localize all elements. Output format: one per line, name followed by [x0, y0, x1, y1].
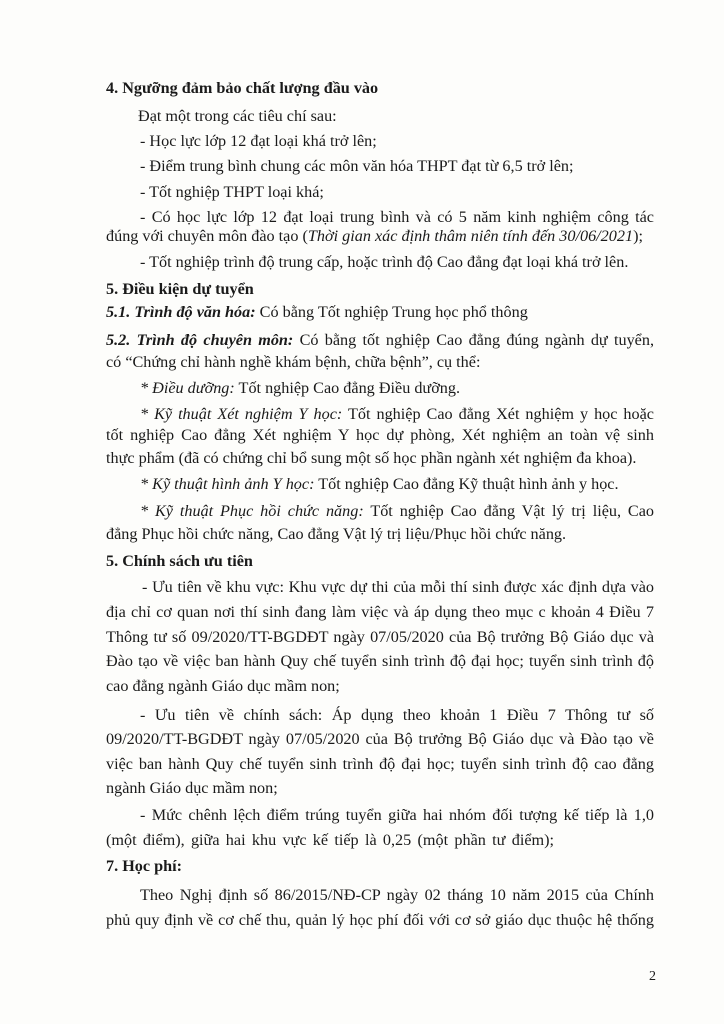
- list-item: - Có học lực lớp 12 đạt loại trung bình và có 5 năm kinh nghiệm công tác: [140, 208, 654, 226]
- paragraph-line: * Kỹ thuật Xét nghiệm Y học: Tốt nghiệp Cao đẳng Xét nghiệm y học hoặc: [140, 405, 654, 423]
- paragraph-line: (một điểm), giữa hai khu vực kế tiếp là 0,25 (một phần tư điểm);: [106, 831, 554, 849]
- section-heading: 7. Học phí:: [106, 857, 182, 875]
- paragraph-line: cao đẳng ngành Giáo dục mầm non;: [106, 677, 340, 695]
- paragraph-line: Đào tạo về việc ban hành Quy chế tuyển sinh trình độ đại học; tuyển sinh trình độ: [106, 652, 654, 670]
- paragraph-line: tốt nghiệp Cao đẳng Xét nghiệm Y học dự phòng, Xét nghiệm an toàn vệ sinh: [106, 426, 654, 444]
- paragraph-line: phủ quy định về cơ chế thu, quản lý học phí đối với cơ sở giáo dục thuộc hệ thống: [106, 911, 654, 929]
- paragraph-line: * Kỹ thuật hình ảnh Y học: Tốt nghiệp Cao đẳng Kỹ thuật hình ảnh y học.: [140, 475, 619, 493]
- list-item: - Tốt nghiệp THPT loại khá;: [140, 183, 324, 201]
- list-item: - Điểm trung bình chung các môn văn hóa THPT đạt từ 6,5 trở lên;: [140, 157, 574, 175]
- paragraph-line: * Kỹ thuật Phục hồi chức năng: Tốt nghiệp Cao đẳng Vật lý trị liệu, Cao: [140, 502, 654, 520]
- paragraph-line: - Ưu tiên về khu vực: Khu vực dự thi của mỗi thí sinh được xác định dựa vào: [142, 578, 654, 596]
- paragraph-line: 5.2. Trình độ chuyên môn: Có bằng tốt nghiệp Cao đẳng đúng ngành dự tuyển,: [106, 331, 654, 349]
- paragraph-line: Theo Nghị định số 86/2015/NĐ-CP ngày 02 tháng 10 năm 2015 của Chính: [140, 886, 654, 904]
- page-number: 2: [649, 969, 656, 984]
- paragraph-line: đẳng Phục hồi chức năng, Cao đẳng Vật lý trị liệu/Phục hồi chức năng.: [106, 525, 567, 543]
- section-heading: 5. Điều kiện dự tuyển: [106, 280, 254, 298]
- list-item-continuation: đúng với chuyên môn đào tạo (Thời gian xác định thâm niên tính đến 30/06/2021);: [106, 227, 643, 245]
- section-heading: 5. Chính sách ưu tiên: [106, 552, 253, 570]
- paragraph-line: 5.1. Trình độ văn hóa: Có bằng Tốt nghiệp Trung học phổ thông: [106, 303, 528, 321]
- section-heading: 4. Ngưỡng đảm bảo chất lượng đầu vào: [106, 79, 379, 97]
- paragraph-line: việc ban hành Quy chế tuyển sinh trình độ đại học; tuyển sinh trình độ cao đẳng: [106, 755, 654, 773]
- list-item: - Học lực lớp 12 đạt loại khá trở lên;: [140, 132, 377, 150]
- paragraph-line: Thông tư số 09/2020/TT-BGDĐT ngày 07/05/2020 của Bộ trưởng Bộ Giáo dục và: [106, 628, 654, 646]
- paragraph-line: thực phẩm (đã có chứng chỉ bổ sung một số học phần ngành xét nghiệm đa khoa).: [106, 449, 637, 467]
- paragraph-line: có “Chứng chỉ hành nghề khám bệnh, chữa bệnh”, cụ thể:: [106, 353, 481, 371]
- paragraph-line: * Điều dưỡng: Tốt nghiệp Cao đẳng Điều dưỡng.: [140, 379, 460, 397]
- paragraph-line: - Ưu tiên về chính sách: Áp dụng theo khoản 1 Điều 7 Thông tư số: [140, 706, 654, 724]
- list-item: - Tốt nghiệp trình độ trung cấp, hoặc trình độ Cao đẳng đạt loại khá trở lên.: [140, 253, 629, 271]
- paragraph-line: 09/2020/TT-BGDĐT ngày 07/05/2020 của Bộ trưởng Bộ Giáo dục và Đào tạo về: [106, 730, 654, 748]
- paragraph-line: Đạt một trong các tiêu chí sau:: [138, 107, 337, 125]
- paragraph-line: ngành Giáo dục mầm non;: [106, 779, 278, 797]
- paragraph-line: - Mức chênh lệch điểm trúng tuyển giữa hai nhóm đối tượng kế tiếp là 1,0: [140, 806, 654, 824]
- paragraph-line: địa chỉ cơ quan nơi thí sinh đang làm việc và áp dụng theo mục c khoản 4 Điều 7: [106, 603, 654, 621]
